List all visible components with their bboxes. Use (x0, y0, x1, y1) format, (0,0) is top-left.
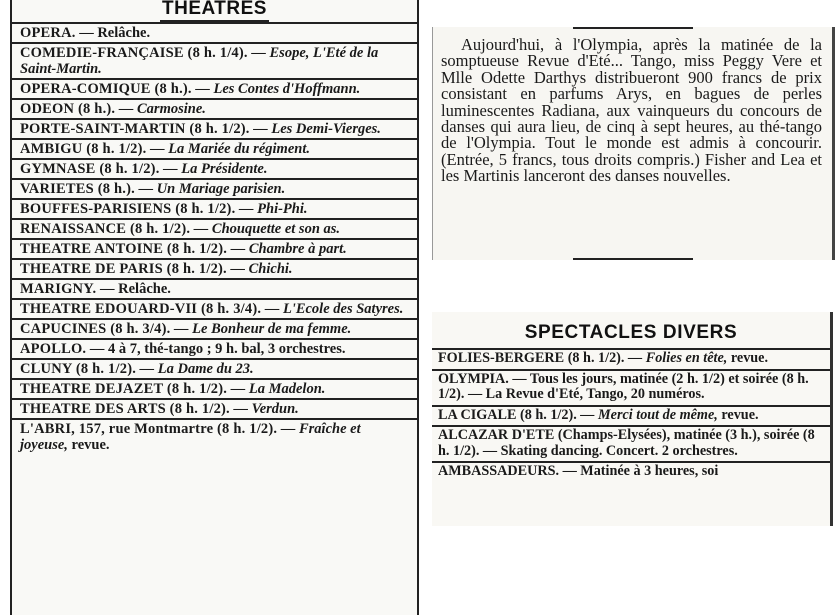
show-title: — Folies en tête, (628, 350, 728, 366)
theatres-listing-row (12, 258, 417, 278)
venue-name: LA CIGALE (8 h. 1/2). (438, 406, 577, 423)
olympia-notice (432, 27, 835, 260)
venue-name: MARIGNY. (20, 281, 97, 297)
venue-name: OPERA. (20, 25, 76, 41)
show-details: revue. (730, 350, 769, 366)
theatres-listing-row (12, 98, 417, 118)
show-title: — Fraîche et joyeuse, (20, 421, 361, 453)
venue-name: CAPUCINES (8 h. 3/4). (20, 321, 171, 337)
theatres-column (10, 0, 419, 615)
venue-name: L'ABRI, 157, rue Montmartre (8 h. 1/2). (20, 421, 278, 437)
venue-name: AMBIGU (8 h. 1/2). (20, 141, 147, 157)
venue-name: COMEDIE-FRANÇAISE (8 h. 1/4). (20, 45, 248, 61)
show-title: — Le Bonheur de ma femme. (174, 321, 352, 337)
theatres-listing-row (12, 118, 417, 138)
show-title: — Les Demi-Vierges. (253, 121, 381, 137)
theatre-listing (12, 22, 417, 454)
theatres-listing-row (12, 278, 417, 298)
venue-name: CLUNY (8 h. 1/2). (20, 361, 137, 377)
top-rule (573, 27, 693, 29)
theatres-listing-row (12, 158, 417, 178)
show-title: — La Mariée du régiment. (150, 141, 310, 157)
theatres-listing-row (12, 398, 417, 418)
theatres-listing-row (12, 178, 417, 198)
olympia-article-text: Aujourd'hui, à l'Olympia, après la matinée de la somptueuse Revue d'Eté... Tango, miss Peggy Vere et Mlle Odette Darthys distribueront 900 francs de prix consistant en parfums Arys, en bagues de perles luminescentes Radiana, aux vainqueurs du concours de danses qui aura lieu, de cinq à sept heures, au thé-tango de l'Olympia. Tout le monde est admis à concourir. (Entrée, 5 francs, tous droits compris.) Fisher and Lea et les Martinis lanceront des danses nouvelles. (441, 35, 822, 186)
show-details: revue. (71, 437, 110, 453)
show-details: — Matinée à 3 heures, soi (562, 463, 719, 479)
theatres-listing-row (12, 42, 417, 78)
venue-name: AMBASSADEURS. (438, 463, 560, 479)
spectacles-title: SPECTACLES DIVERS (524, 322, 738, 343)
show-title: — Esope, L'Eté de la Saint-Martin. (20, 45, 379, 77)
spectacles-listing (432, 348, 830, 482)
venue-name: VARIETES (8 h.). (20, 181, 135, 197)
theatres-listing-row (12, 198, 417, 218)
theatres-listing-row (12, 378, 417, 398)
show-title: — Carmosine. (118, 101, 206, 117)
theatres-listing-row (12, 138, 417, 158)
venue-name: ODEON (8 h.). (20, 101, 116, 117)
venue-name: APOLLO. (20, 341, 87, 357)
venue-name: ALCAZAR D'ETE (Champs-Elysées), (438, 427, 671, 443)
theatres-heading (12, 0, 417, 22)
show-title: — Verdun. (233, 401, 299, 417)
show-title: — Un Mariage parisien. (138, 181, 286, 197)
theatres-listing-row (12, 218, 417, 238)
show-title: — Phi-Phi. (239, 201, 308, 217)
show-title: — Les Contes d'Hoffmann. (195, 81, 361, 97)
spectacles-divers-section (432, 312, 833, 526)
show-title: — Chichi. (230, 261, 293, 277)
show-title: — La Dame du 23. (139, 361, 254, 377)
theatres-title: THEATRES (160, 0, 269, 22)
theatres-listing-row (12, 298, 417, 318)
venue-name: FOLIES-BERGERE (8 h. 1/2). (438, 350, 625, 366)
show-details: — Relâche. (100, 281, 171, 297)
venue-name: THEATRE DES ARTS (8 h. 1/2). (20, 401, 230, 417)
venue-name: GYMNASE (8 h. 1/2). (20, 161, 160, 177)
theatres-listing-row (12, 22, 417, 42)
venue-name: THEATRE EDOUARD-VII (8 h. 3/4). (20, 301, 262, 317)
venue-name: BOUFFES-PARISIENS (8 h. 1/2). (20, 201, 236, 217)
show-details: — 4 à 7, thé-tango ; 9 h. bal, 3 orchestres. (89, 341, 346, 357)
spectacles-listing-row (432, 405, 830, 426)
theatres-listing-row (12, 358, 417, 378)
spectacles-listing-row (432, 461, 830, 482)
venue-name: THEATRE DE PARIS (8 h. 1/2). (20, 261, 227, 277)
spectacles-listing-row (432, 348, 830, 369)
venue-name: THEATRE ANTOINE (8 h. 1/2). (20, 241, 228, 257)
theatres-listing-row (12, 78, 417, 98)
spectacles-listing-row (432, 369, 830, 405)
theatres-listing-row (12, 418, 417, 454)
show-details: — Tous les jours, matinée (2 h. 1/2) et soirée (8 h. 1/2). — La Revue d'Eté, Tango, 20 numéros. (438, 370, 809, 402)
show-title: — Merci tout de même, (580, 406, 718, 423)
venue-name: OPERA-COMIQUE (8 h.). (20, 81, 192, 97)
bottom-rule (573, 258, 693, 260)
venue-name: RENAISSANCE (8 h. 1/2). (20, 221, 191, 237)
show-title: — Chambre à part. (230, 241, 347, 257)
venue-name: THEATRE DEJAZET (8 h. 1/2). (20, 381, 228, 397)
show-details: matinée (3 h.), soirée (8 h. 1/2). — Skating dancing. Concert. 2 orchestres. (438, 427, 815, 459)
show-title: — La Madelon. (230, 381, 326, 397)
venue-name: OLYMPIA. (438, 370, 509, 387)
show-title: — Chouquette et son as. (193, 221, 341, 237)
spectacles-listing-row (432, 425, 830, 461)
theatres-listing-row (12, 338, 417, 358)
show-title: — L'Ecole des Satyres. (264, 301, 404, 317)
theatres-listing-row (12, 318, 417, 338)
venue-name: PORTE-SAINT-MARTIN (8 h. 1/2). (20, 121, 250, 137)
show-details: — Relâche. (79, 25, 151, 41)
theatres-listing-row (12, 238, 417, 258)
show-details: revue. (721, 406, 759, 423)
show-title: — La Présidente. (163, 161, 268, 177)
